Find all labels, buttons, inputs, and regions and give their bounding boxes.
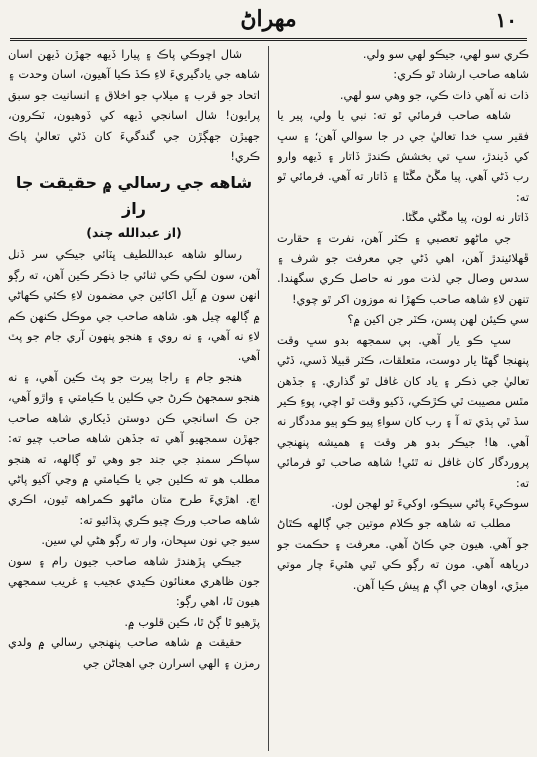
paragraph: رسالو شاهه عبداللطيف ڀٽائي جيڪي سر ڏنل آهن، سون لڪي ڪي ثنائي جا ذڪر ڪين آهن، ته رڳو انهن سون ۾ آيل اکائين جي مضمون لاءِ ڪئي ڪهاڻي ۾ ڳالهه چيل هو. شاهه صاحب جي موڪل ڪنهن ڪم لاءِ نه آهي، ۽ نه روي ۽ هنجو پنهون آري جام جو پٽ آهي. [8, 247, 260, 364]
column-divider [268, 46, 269, 751]
page-number: ١٠ [495, 8, 517, 32]
journal-title: مهراڻ [240, 6, 297, 32]
verse-line: سوڪيءَ پاڻي سيڪو، اوکيءَ ٿو لهجن لون. [331, 495, 529, 510]
paragraph: حقيقت ۾ شاهه صاحب پنهنجي رسالي ۾ ولدي رمزن ۽ الهي اسرارن جي اهڃاڻن جي [8, 635, 260, 670]
verse-line: ڏاتار نه لون، پيا مڱڻي مڱڻا. [401, 210, 529, 225]
verse-line: پڙهيو ٿا ڳڻ ٿا، ڪين قلوب ۾. [124, 614, 260, 629]
page-header [10, 4, 527, 41]
paragraph: مطلب ته شاهه جو ڪلام موتين جي ڳالهه ڪٿاڻ جو آهي. هيون جي ڪاڻ آهي. معرفت ۽ حڪمت جو درياهه آهي. مون ته رڳو ڪي ٿيي هٿيءَ چار موتي ميڙي، اوهان جي اڳ ۾ پيش ڪيا آهن. [277, 516, 529, 592]
paragraph: جيڪي پڙهندڙ شاهه صاحب جيون رام ۽ سون جون ظاهري معنائون ڪيدي عجيب ۽ غريب سمجهي هيون ٿا، اهي رڳو: [8, 553, 260, 609]
article-title: شاهه جي رسالي ۾ حقيقت جا راز [15, 173, 253, 219]
paragraph: ڪري سو لهي، جيڪو لهي سو ولي. [362, 47, 529, 61]
verse-line: ذات نه آهي ذات ڪي، جو وهي سو لهي. [339, 87, 529, 102]
paragraph: جي ماڻهو تعصبي ۽ ڪٽر آهن، نفرت ۽ حقارت ڦهلائيندڙ آهن، اهي ڏڻي جي معرفت جو شرف ۽ سدس وصال جي لذت مور نه حاصل ڪري سگهندا. تنهن لاءِ شاهه صاحب ڪهڙا نه موزون اکر ٿو چوي! [277, 230, 529, 306]
paragraph: سڀ ڪو يار آهي. ٻي سمجهه بدو سڀ وقت پنهنجا گهڻا يار دوست، متعلقات، ڪٽر قبيلا ڏسي، ڏڻي تعاليٰ جي ذڪر ۽ ياد کان غافل ٿو گذاري. ۽ جڏهن مٿس مصيبت ٿي ڪڙڪي، ڏکيو وقت ٿو اچي، پوءِ ڪير سڏ ٿي ٻڌي ته آ ۽ رب کان سواءِ پيو ڪو ٻيو مددگار نه آهي. ها! جيڪر بدو هر وقت ۽ هميشه پنهنجي پروردگار کان غافل نه ٿئي! شاهه صاحب ٿو فرمائي ته: [277, 332, 529, 490]
left-column [8, 44, 260, 754]
paragraph: شاهه صاحب ارشاد ٿو ڪري: [393, 67, 529, 82]
right-column [277, 44, 529, 754]
verse-line: سيو جي نون سڀحان، وار ته رڳو هڻي لي سين. [41, 533, 260, 548]
paragraph: هنجو جام ۽ راجا پيرت جو پٽ ڪين آهي، ۽ نه هنجو سمجهڻ ڪرڻ جي ڪلين يا ڪيامتي ۽ واڙو آهي، جن ڪ اسانجي ڪن دوستن ڏيکاري شاهه صاحب جهڙن سمجهيو آهي ته جڏهن شاهه صاحب چيو ته: سپاڪر سمنڊ جي جند جو وهي ٿو ڳالهه، ته هنجو مطلب هو ته ڪلين جي يا ڪيامتي ۾ وڃي آکيو پاڻي اچ. اهڙيءَ طرح متان ماڻهو ڪمراهه ٿيون، اڪري شاهه صاحب ورڪ چيو ڪري پڌائيو ته: [8, 369, 260, 527]
verse-line: سي ڪيئن لهن پسن، ڪٽر جن اکين ۾؟ [347, 312, 529, 327]
paragraph: شال اچوڪي پاڪ ۽ پيارا ڏيهه جهڙن ڏيهن اسان شاهه جي يادگيريءَ لاءِ ڪڏ ڪيا آهيون، اسان وحدت ۽ اتحاد جو قرب ۽ ميلاپ جو اخلاق ۽ انسانيت جو سبق پرايون! شال اسانجي ڏيهه کي ڏوهيون، ٽڪرون، جهيڙن جهڳڙن جي گندگيءَ کان ڏڻي تعاليٰ پاڪ ڪري! [8, 47, 260, 164]
paragraph: شاهه صاحب فرمائي ٿو ته: نبي يا ولي، پير يا فقير سڀ خدا تعاليٰ جي در جا سوالي آهن؛ ۽ سڀ کي ڏيندڙ، سڀ تي بخشش ڪندڙ ڏاتار ۽ ڏيهه وارو رب ڏڻي آهي. پيا مڱڻ مڱڻا ۽ ڏاتار ته آهي. فرمائي ٿو ته: [277, 108, 529, 204]
article-author: (از عبدالله چند) [86, 225, 182, 241]
